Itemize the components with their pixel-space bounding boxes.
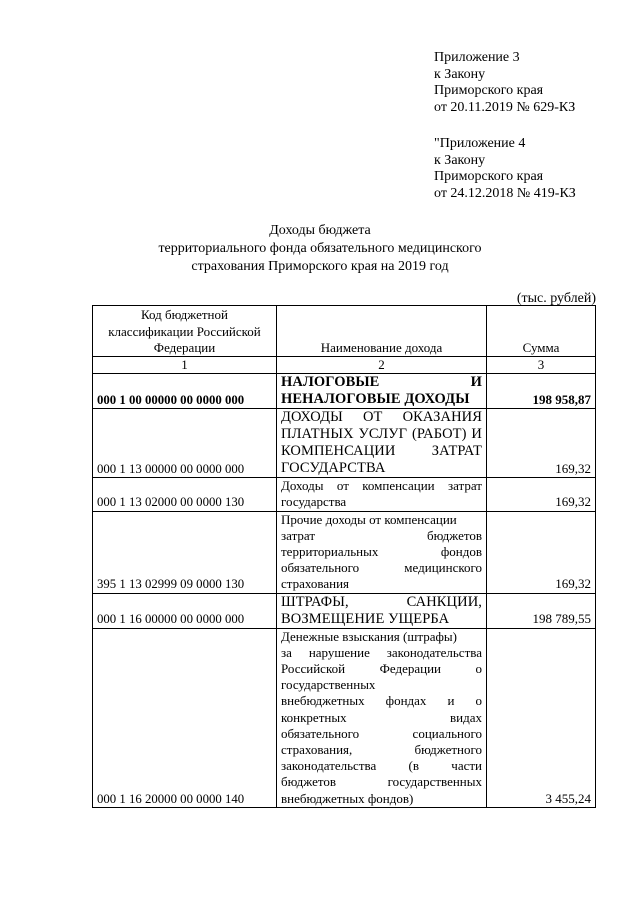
- table-row: [93, 628, 596, 807]
- header-line: Федерации: [153, 339, 216, 355]
- column-number-row: [93, 357, 596, 374]
- column-header-sum: Сумма: [487, 306, 596, 357]
- income-name-line: НЕНАЛОГОВЫЕ ДОХОДЫ: [281, 391, 470, 408]
- income-name-line: ШТРАФЫ, САНКЦИИ,: [281, 593, 482, 610]
- appendix-line: от 20.11.2019 № 629-КЗ: [434, 99, 576, 115]
- income-name-line: ДОХОДЫ ОТ ОКАЗАНИЯ: [281, 409, 482, 426]
- header-line: Код бюджетной: [141, 307, 228, 323]
- title-line: Доходы бюджета: [269, 223, 371, 238]
- column-number: 3: [487, 357, 596, 374]
- amount-cell: 169,32: [487, 409, 596, 478]
- title-line: территориального фонда обязательного медицинского: [158, 241, 482, 256]
- amount-cell: 3 455,24: [487, 628, 596, 807]
- income-name-cell: [277, 478, 487, 511]
- table-row: [93, 409, 596, 478]
- income-name-line: затрат бюджетов: [281, 527, 482, 543]
- appendix-line: Приложение 3: [434, 50, 520, 65]
- income-name-line: страхования, бюджетного: [281, 742, 482, 758]
- income-table: [92, 305, 596, 808]
- income-name-line: бюджетов государственных: [281, 774, 482, 790]
- income-name-cell: [277, 511, 487, 593]
- table-row: [93, 478, 596, 511]
- column-header-name: Наименование дохода: [277, 306, 487, 357]
- income-name-line: ПЛАТНЫХ УСЛУГ (РАБОТ) И: [281, 426, 482, 443]
- column-number: 1: [93, 357, 277, 374]
- income-name-line: государства: [281, 494, 347, 510]
- appendix-current-reference: [434, 50, 575, 116]
- income-name-line: Прочие доходы от компенсации: [281, 511, 457, 527]
- document-title: [0, 222, 640, 276]
- budget-code-cell: 000 1 16 00000 00 0000 000: [93, 593, 277, 628]
- income-name-cell: [277, 628, 487, 807]
- income-name-cell: [277, 409, 487, 478]
- income-name-line: территориальных фондов: [281, 544, 482, 560]
- budget-code-cell: 000 1 13 00000 00 0000 000: [93, 409, 277, 478]
- income-name-line: законодательства (в части: [281, 758, 482, 774]
- income-name-line: Российской Федерации о: [281, 661, 482, 677]
- column-header-code: [93, 306, 277, 357]
- income-name-cell: [277, 374, 487, 409]
- income-name-line: государственных: [281, 677, 376, 693]
- income-name-line: внебюджетных фондов): [281, 790, 414, 806]
- budget-code-cell: 000 1 00 00000 00 0000 000: [93, 374, 277, 409]
- amount-cell: 198 789,55: [487, 593, 596, 628]
- income-name-line: КОМПЕНСАЦИИ ЗАТРАТ: [281, 443, 482, 460]
- header-line: классификации Российской: [108, 323, 261, 339]
- income-name-line: обязательного медицинского: [281, 560, 482, 576]
- income-name-line: конкретных видах: [281, 709, 482, 725]
- appendix-line: к Закону: [434, 152, 486, 168]
- table-row: [93, 374, 596, 409]
- income-name-line: внебюджетных фондах и о: [281, 693, 482, 709]
- income-name-line: за нарушение законодательства: [281, 644, 482, 660]
- income-name-line: Денежные взыскания (штрафы): [281, 628, 457, 644]
- title-line: страхования Приморского края на 2019 год: [191, 259, 449, 274]
- appendix-line: "Приложение 4: [434, 136, 526, 151]
- amount-cell: 169,32: [487, 478, 596, 511]
- income-name-line: Доходы от компенсации затрат: [281, 478, 482, 494]
- income-name-line: НАЛОГОВЫЕ И: [281, 374, 482, 391]
- appendix-previous-reference: [434, 136, 576, 202]
- appendix-line: Приморского края: [434, 169, 544, 184]
- income-name-line: страхования: [281, 576, 350, 592]
- income-name-line: обязательного социального: [281, 725, 482, 741]
- income-name-line: ВОЗМЕЩЕНИЕ УЩЕРБА: [281, 610, 450, 627]
- column-number: 2: [277, 357, 487, 374]
- budget-code-cell: 395 1 13 02999 09 0000 130: [93, 511, 277, 593]
- appendix-line: от 24.12.2018 № 419-КЗ: [434, 185, 576, 201]
- appendix-line: Приморского края: [434, 83, 544, 98]
- income-name-line: ГОСУДАРСТВА: [281, 460, 386, 477]
- amount-cell: 198 958,87: [487, 374, 596, 409]
- table-row: [93, 511, 596, 593]
- budget-code-cell: 000 1 16 20000 00 0000 140: [93, 628, 277, 807]
- income-name-cell: [277, 593, 487, 628]
- table-header-row: [93, 306, 596, 357]
- appendix-line: к Закону: [434, 66, 486, 82]
- units-label: (тыс. рублей): [516, 291, 596, 306]
- table-row: [93, 593, 596, 628]
- budget-code-cell: 000 1 13 02000 00 0000 130: [93, 478, 277, 511]
- amount-cell: 169,32: [487, 511, 596, 593]
